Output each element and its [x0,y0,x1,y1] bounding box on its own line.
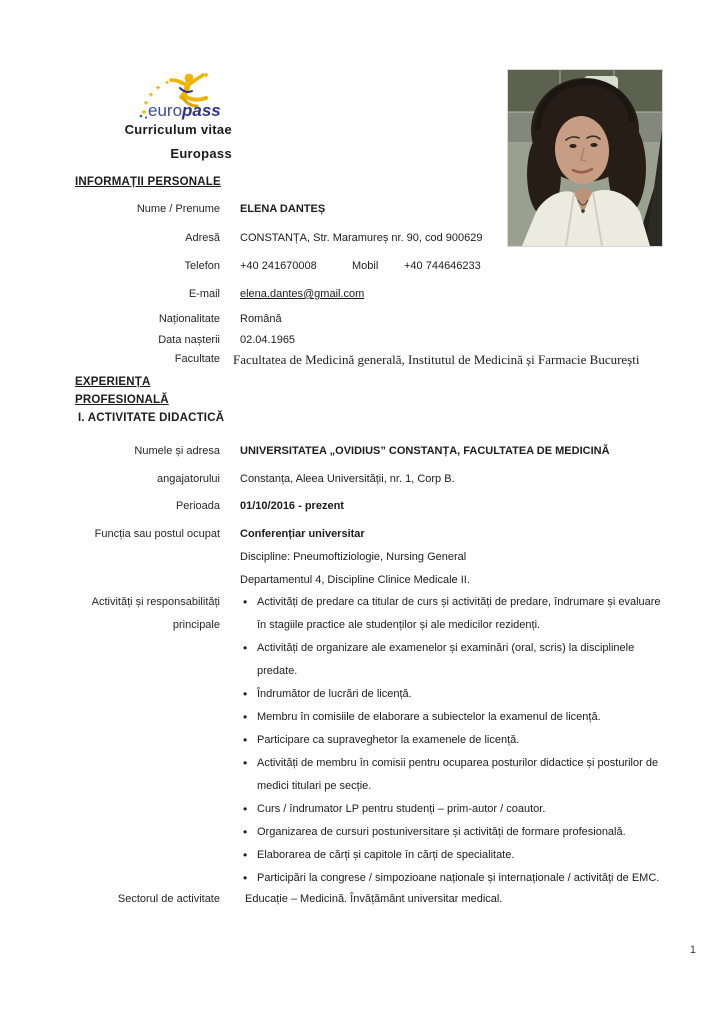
phone-label: Telefon [184,260,220,272]
activity-item: • Membru în comisiile de elaborare a subiectelor la examenul de licență. [240,706,668,729]
position-value-group [220,527,668,587]
doc-title-line2: Europass [170,146,232,161]
employer-label-line2: angajatorului [157,473,220,485]
position-department: Departamentul 4, Discipline Clinice Medicale II. [240,574,470,586]
email-link[interactable]: elena.dantes@gmail.com [240,288,365,300]
activities-label [0,591,220,637]
europass-logo [136,68,232,120]
nationality-label: Naționalitate [158,313,220,325]
doc-title-line1: Curriculum vitae [124,122,232,137]
address-label: Adresă [185,232,220,244]
activity-item: • Curs / îndrumator LP pentru studenți – prim-autor / coautor. [240,798,668,821]
section-heading-experience-line2: PROFESIONALĂ [75,394,169,406]
birthdate-label: Data nașterii [158,334,220,346]
employer-label-line1: Numele și adresa [134,445,220,457]
row-sector [0,892,668,906]
row-faculty [0,352,668,368]
logo-text-euro: euro [148,101,183,120]
row-email [0,287,668,301]
period-value: 01/10/2016 - prezent [240,500,344,512]
nationality-value: Română [240,313,282,325]
logo-block [0,68,232,120]
period-label: Perioada [175,500,220,512]
activity-item: • Activități de predare ca titular de curs și activități de predare, îndrumare și evaluare în stagiile practice ale studenților și ale medicilor rezidenți. [240,591,668,637]
phone-value-group [220,259,668,273]
activities-value [220,591,668,890]
position-label: Funcția sau postul ocupat [94,528,220,540]
position-disciplines: Discipline: Pneumoftiziologie, Nursing General [240,551,467,563]
row-activities [0,591,668,890]
activity-item: • Activități de membru în comisii pentru ocuparea posturilor didactice și posturilor de medici titulari pe secție. [240,752,668,798]
activity-item: • Elaborarea de cărți și capitole în cărți de specialitate. [240,844,668,867]
address-value: CONSTANȚA, Str. Maramureș nr. 90, cod 900629 [240,232,483,244]
row-position [0,527,668,587]
employer-label [0,444,220,486]
sector-value: Educație – Medicină. Învățământ universitar medical. [245,893,503,905]
subsection-heading-didactic: I. ACTIVITATE DIDACTICĂ [78,412,225,424]
employer-value [220,444,668,486]
employer-name: UNIVERSITATEA „OVIDIUS” CONSTANȚA, FACULTATEA DE MEDICINĂ [240,445,610,457]
mobile-value: +40 744646233 [404,260,481,272]
email-label: E-mail [188,288,220,300]
activities-label-line1: Activități și responsabilități [91,596,220,608]
activity-item: • Îndrumător de lucrări de licență. [240,683,668,706]
row-nationality [0,312,668,326]
activities-label-line2: principale [172,619,220,631]
name-label: Nume / Prenume [136,203,220,215]
logo-text-pass: pass [182,101,221,120]
row-employer [0,444,668,486]
activity-item: • Participare ca supraveghetor la examenele de licență. [240,729,668,752]
employer-address: Constanța, Aleea Universității, nr. 1, Corp B. [240,473,455,485]
sector-label: Sectorul de activitate [117,893,220,905]
activity-item: • Participări la congrese / simpozioane naționale și internaționale / activități de EMC. [240,867,668,890]
faculty-label: Facultate [174,353,220,365]
row-phone [0,259,668,273]
faculty-value: Facultatea de Medicină generală, Institutul de Medicină și Farmacie București [233,352,640,367]
activities-bullet-list [240,591,668,890]
activity-item: • Activități de organizare ale examenelor și examinări (oral, scris) la disciplinele predate. [240,637,668,683]
birthdate-value: 02.04.1965 [240,334,296,346]
row-birthdate [0,333,668,347]
section-heading-experience-line1: EXPERIENȚA [75,376,151,388]
row-period [0,499,668,513]
phone-value: +40 241670008 [240,260,317,272]
row-address [0,231,668,245]
mobile-label: Mobil [352,260,379,272]
activity-item: • Organizarea de cursuri postuniversitare și activități de formare profesională. [240,821,668,844]
section-heading-personal: INFORMAȚII PERSONALE [75,176,221,188]
position-title: Conferențiar universitar [240,528,365,540]
name-value: ELENA DANTEȘ [240,203,326,215]
page-number: 1 [689,944,696,956]
row-name [0,202,668,216]
